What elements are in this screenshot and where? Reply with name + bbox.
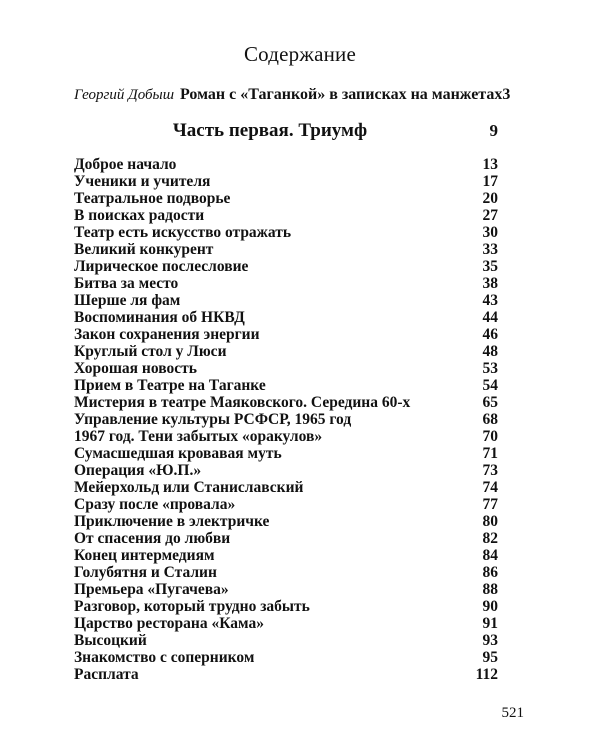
toc-entry: [74, 360, 498, 377]
toc-entry: [74, 530, 498, 547]
toc-entry-page: 35: [482, 258, 498, 275]
toc-entry-title: От спасения до любви: [74, 530, 231, 547]
toc-entry-title: Мистерия в театре Маяковского. Середина 60-х: [74, 394, 411, 411]
toc-entry: [74, 411, 498, 428]
toc-entry: [74, 292, 498, 309]
toc-entry-page: 93: [482, 632, 498, 649]
toc-entry-title: Круглый стол у Люси: [74, 343, 227, 360]
toc-entry-title: Расплата: [74, 666, 139, 683]
toc-entry-title: В поисках радости: [74, 207, 205, 224]
toc-entry-page: 82: [482, 530, 498, 547]
toc-entry: [74, 275, 498, 292]
toc-entry-title: Воспоминания об НКВД: [74, 309, 245, 326]
toc-entry-page: 71: [482, 445, 498, 462]
toc-entry-title: Сразу после «провала»: [74, 496, 236, 513]
toc-entry-title: Доброе начало: [74, 156, 177, 173]
toc-entry-page: 33: [482, 241, 498, 258]
toc-entry: [74, 496, 498, 513]
toc-entry: [74, 241, 498, 258]
toc-entry-page: 70: [482, 428, 498, 445]
toc-entry-page: 91: [482, 615, 498, 632]
toc-entry: [74, 190, 498, 207]
toc-entry-title: Битва за место: [74, 275, 179, 292]
toc-entry-page: 88: [482, 581, 498, 598]
toc-entry: [74, 156, 498, 173]
toc-entry-page: 46: [482, 326, 498, 343]
intro-title: Роман с «Таганкой» в записках на манжетах: [180, 86, 503, 103]
intro-text: [74, 86, 502, 104]
toc-entry: [74, 479, 498, 496]
toc-entry: [74, 564, 498, 581]
part-title: Часть первая. Триумф: [172, 120, 368, 141]
toc-entry-title: Сумасшедшая кровавая муть: [74, 445, 282, 462]
toc-entry-page: 84: [482, 547, 498, 564]
toc-entry-page: 13: [482, 156, 498, 173]
toc-entry: [74, 513, 498, 530]
toc-entry-page: 53: [482, 360, 498, 377]
toc-entry: [74, 598, 498, 615]
part-heading: [74, 120, 498, 142]
toc-entry-page: 80: [482, 513, 498, 530]
toc-entry-page: 77: [482, 496, 498, 513]
toc-entry-page: 74: [482, 479, 498, 496]
toc-entry-title: Мейерхольд или Станиславский: [74, 479, 304, 496]
toc-entry-title: Приключение в электричке: [74, 513, 270, 530]
toc-entry: [74, 326, 498, 343]
toc-entry-title: Управление культуры РСФСР, 1965 год: [74, 411, 352, 428]
toc-entry-title: Лирическое послесловие: [74, 258, 249, 275]
toc-entry-page: 68: [482, 411, 498, 428]
toc-entry-title: Хорошая новость: [74, 360, 197, 377]
toc-entry-page: 43: [482, 292, 498, 309]
toc-entry: [74, 547, 498, 564]
toc-list: [74, 156, 498, 683]
toc-entry-title: Великий конкурент: [74, 241, 214, 258]
toc-entry-page: 95: [482, 649, 498, 666]
toc-entry: [74, 581, 498, 598]
toc-entry-title: Царство ресторана «Кама»: [74, 615, 264, 632]
toc-entry-page: 90: [482, 598, 498, 615]
intro-entry: [74, 86, 511, 104]
toc-entry-page: 20: [482, 190, 498, 207]
toc-entry: [74, 309, 498, 326]
toc-entry: [74, 173, 498, 190]
toc-entry-title: Операция «Ю.П.»: [74, 462, 202, 479]
toc-entry-page: 44: [482, 309, 498, 326]
contents-heading: Содержание: [243, 42, 357, 66]
toc-entry-page: 30: [482, 224, 498, 241]
toc-entry: [74, 343, 498, 360]
toc-entry-title: Высоцкий: [74, 632, 147, 649]
toc-entry-page: 48: [482, 343, 498, 360]
toc-entry-title: Закон сохранения энергии: [74, 326, 260, 343]
page-number: 521: [501, 705, 524, 721]
toc-entry-page: 27: [482, 207, 498, 224]
toc-entry: [74, 649, 498, 666]
toc-entry-page: 65: [482, 394, 498, 411]
part-page-number: 9: [489, 121, 498, 140]
toc-entry: [74, 632, 498, 649]
toc-entry-page: 54: [482, 377, 498, 394]
toc-entry: [74, 394, 498, 411]
toc-entry-title: Голубятня и Сталин: [74, 564, 217, 581]
toc-entry-title: Театральное подворье: [74, 190, 231, 207]
toc-entry: [74, 224, 498, 241]
toc-entry: [74, 445, 498, 462]
toc-entry: [74, 666, 498, 683]
toc-entry-title: Премьера «Пугачева»: [74, 581, 229, 598]
toc-entry: [74, 377, 498, 394]
intro-page-number: 3: [502, 86, 511, 103]
toc-entry: [74, 615, 498, 632]
intro-author: Георгий Добыш: [74, 87, 175, 103]
toc-entry-page: 17: [482, 173, 498, 190]
toc-entry: [74, 462, 498, 479]
toc-entry-title: Прием в Театре на Таганке: [74, 377, 266, 394]
toc-entry-title: Ученики и учителя: [74, 173, 211, 190]
toc-entry-page: 112: [475, 666, 498, 683]
toc-entry: [74, 258, 498, 275]
toc-entry: [74, 428, 498, 445]
toc-entry-page: 86: [482, 564, 498, 581]
toc-entry-title: 1967 год. Тени забытых «оракулов»: [74, 428, 323, 445]
toc-entry-title: Разговор, который трудно забыть: [74, 598, 310, 615]
toc-entry: [74, 207, 498, 224]
toc-entry-page: 38: [482, 275, 498, 292]
toc-entry-title: Шерше ля фам: [74, 292, 181, 309]
toc-entry-title: Знакомство с соперником: [74, 649, 255, 666]
toc-entry-title: Конец интермедиям: [74, 547, 215, 564]
toc-entry-page: 73: [482, 462, 498, 479]
toc-entry-title: Театр есть искусство отражать: [74, 224, 292, 241]
